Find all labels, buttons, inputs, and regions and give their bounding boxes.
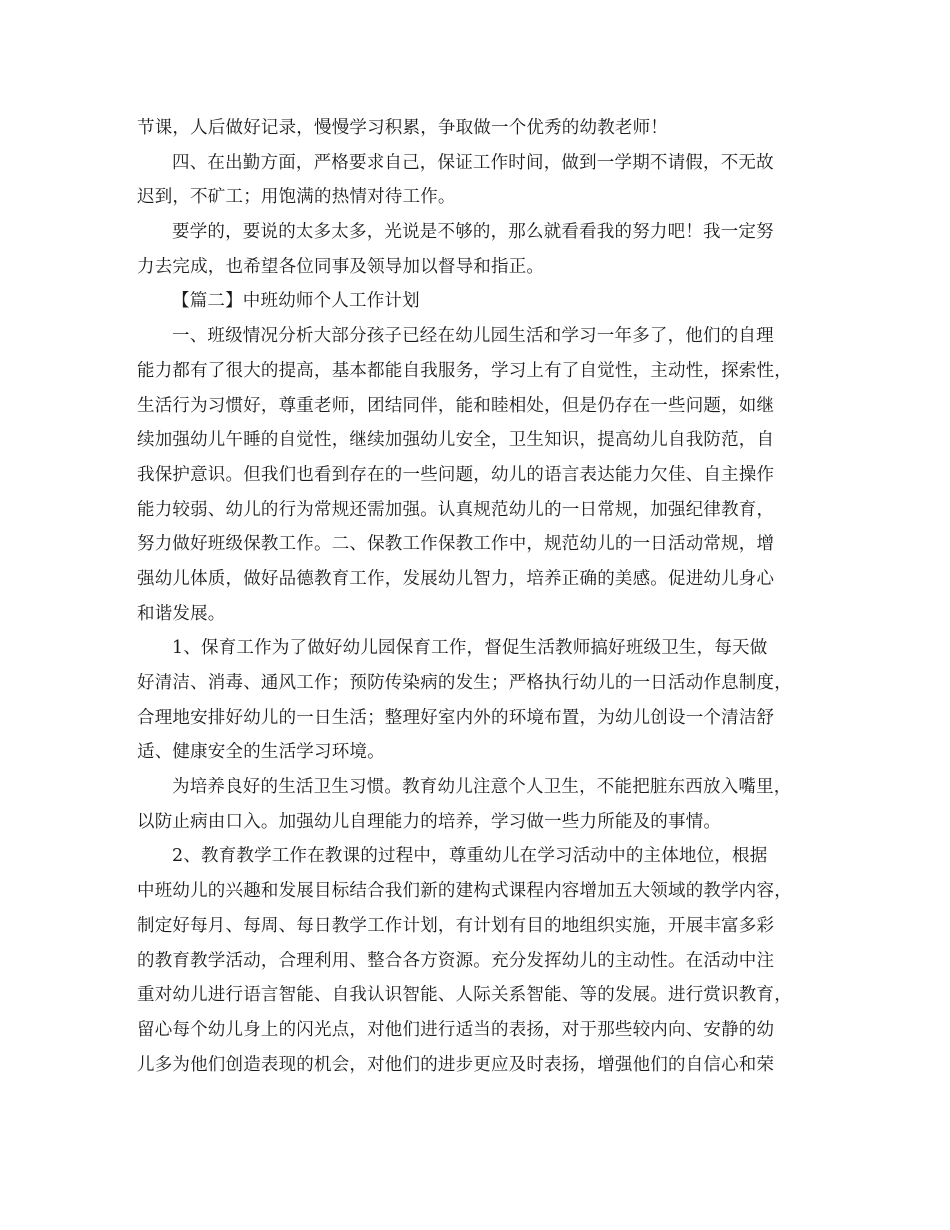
text-line: 力去完成，也希望各位同事及领导加以督导和指正。 xyxy=(137,256,545,277)
text-line: 制定好每月、每周、每日教学工作计划，有计划有目的地组织实施，开展丰富多彩 xyxy=(137,915,775,936)
text-line: 合理地安排好幼儿的一日生活；整理好室内外的环境布置，为幼儿创设一个清洁舒 xyxy=(137,707,775,728)
text-line: 迟到，不矿工；用饱满的热情对待工作。 xyxy=(137,187,456,208)
text-line: 好清洁、消毒、通风工作；预防传染病的发生；严格执行幼儿的一日活动作息制度， xyxy=(137,673,792,693)
text-line: 适、健康安全的生活学习环境。 xyxy=(137,742,385,763)
section-heading: 【篇二】中班幼师个人工作计划 xyxy=(172,291,420,312)
text-line: 续加强幼儿午睡的自觉性，继续加强幼儿安全，卫生知识，提高幼儿自我防范，自 xyxy=(137,430,775,451)
text-line: 我保护意识。但我们也看到存在的一些问题，幼儿的语言表达能力欠佳、自主操作 xyxy=(137,464,775,485)
text-line: 能力较弱、幼儿的行为常规还需加强。认真规范幼儿的一日常规，加强纪律教育， xyxy=(137,499,775,520)
text-line: 留心每个幼儿身上的闪光点，对他们进行适当的表扬，对于那些较内向、安静的幼 xyxy=(137,1019,775,1040)
text-line: 一、班级情况分析大部分孩子已经在幼儿园生活和学习一年多了，他们的自理 xyxy=(172,326,774,347)
text-line: 的教育教学活动，合理利用、整合各方资源。充分发挥幼儿的主动性。在活动中注 xyxy=(137,950,775,971)
text-line: 努力做好班级保教工作。二、保教工作保教工作中，规范幼儿的一日活动常规，增 xyxy=(137,534,775,555)
text-line: 要学的，要说的太多太多，光说是不够的，那么就看看我的努力吧！我一定努 xyxy=(172,222,774,243)
text-line: 以防止病由口入。加强幼儿自理能力的培养，学习做一些力所能及的事情。 xyxy=(137,811,722,832)
text-line: 能力都有了很大的提高，基本都能自我服务，学习上有了自觉性，主动性，探索性， xyxy=(137,360,792,381)
text-line: 中班幼儿的兴趣和发展目标结合我们新的建构式课程内容增加五大领域的教学内容， xyxy=(137,881,792,902)
text-line: 2、教育教学工作在教课的过程中，尊重幼儿在学习活动中的主体地位，根据 xyxy=(172,846,768,867)
text-line: 生活行为习惯好，尊重老师，团结同伴，能和睦相处，但是仍存在一些问题，如继 xyxy=(137,395,775,416)
text-line: 四、在出勤方面，严格要求自己，保证工作时间，做到一学期不请假，不无故 xyxy=(172,152,774,173)
text-line: 1、保育工作为了做好幼儿园保育工作，督促生活教师搞好班级卫生，每天做 xyxy=(172,638,768,659)
text-line: 强幼儿体质，做好品德教育工作，发展幼儿智力，培养正确的美感。促进幼儿身心 xyxy=(137,568,775,589)
text-line: 和谐发展。 xyxy=(137,603,226,624)
text-line: 重对幼儿进行语言智能、自我认识智能、人际关系智能、等的发展。进行赏识教育， xyxy=(137,985,792,1006)
text-line: 为培养良好的生活卫生习惯。教育幼儿注意个人卫生，不能把脏东西放入嘴里， xyxy=(172,777,792,798)
document-body xyxy=(137,111,827,1082)
text-line: 节课，人后做好记录，慢慢学习积累，争取做一个优秀的幼教老师！ xyxy=(137,118,668,138)
text-line: 儿多为他们创造表现的机会，对他们的进步更应及时表扬，增强他们的自信心和荣 xyxy=(137,1054,775,1075)
